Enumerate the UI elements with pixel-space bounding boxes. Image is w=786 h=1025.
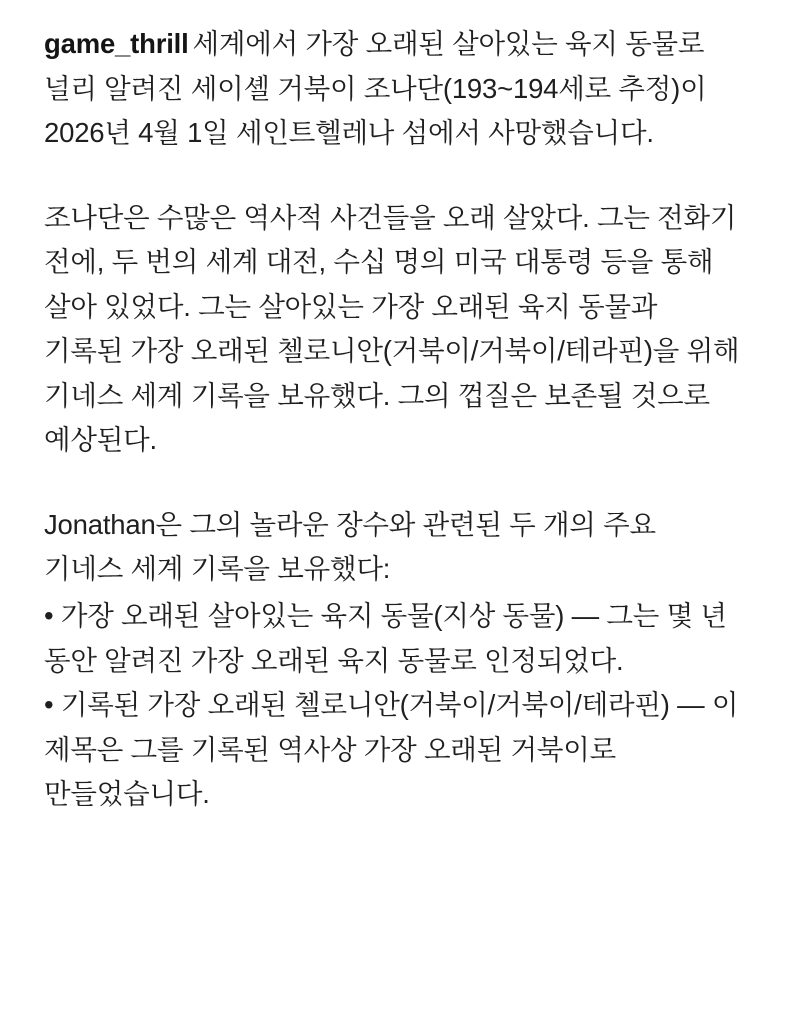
record-item-1 xyxy=(44,594,742,683)
bullet-icon: • xyxy=(44,689,54,721)
caption-body xyxy=(44,22,742,817)
paragraph-spacer xyxy=(44,156,742,196)
caption-intro-text: 세계에서 가장 오래된 살아있는 육지 동물로 널리 알려진 세이셸 거북이 조나단(193~194세로 추정)이 2026년 4월 1일 세인트헬레나 섬에서 사망했습니다. xyxy=(44,28,707,149)
caption-records-intro: Jonathan은 그의 놀라운 장수와 관련된 두 개의 주요 기네스 세계 기록을 보유했다: xyxy=(44,508,656,585)
username-link[interactable]: game_thrill xyxy=(44,28,189,59)
caption-history-paragraph: 조나단은 수많은 역사적 사건들을 오래 살았다. 그는 전화기 전에, 두 번의 세계 대전, 수십 명의 미국 대통령 등을 통해 살아 있었다. 그는 살아있는 가장 오래된 육지 동물과 기록된 가장 오래된 첼로니안(거북이/거북이/테라핀)을 위해 기네스 세계 기록을 보유했다. 그의 껍질은 보존될 것으로 예상된다. xyxy=(44,201,740,456)
bullet-icon: • xyxy=(44,600,54,632)
record-item-2 xyxy=(44,683,742,817)
caption-intro-paragraph xyxy=(44,22,742,156)
paragraph-spacer xyxy=(44,463,742,503)
record-item-2-text: 기록된 가장 오래된 첼로니안(거북이/거북이/테라핀) — 이 제목은 그를 기록된 역사상 가장 오래된 거북이로 만들었습니다. xyxy=(44,689,739,810)
record-item-1-text: 가장 오래된 살아있는 육지 동물(지상 동물) — 그는 몇 년 동안 알려진 가장 오래된 육지 동물로 인정되었다. xyxy=(44,600,727,676)
